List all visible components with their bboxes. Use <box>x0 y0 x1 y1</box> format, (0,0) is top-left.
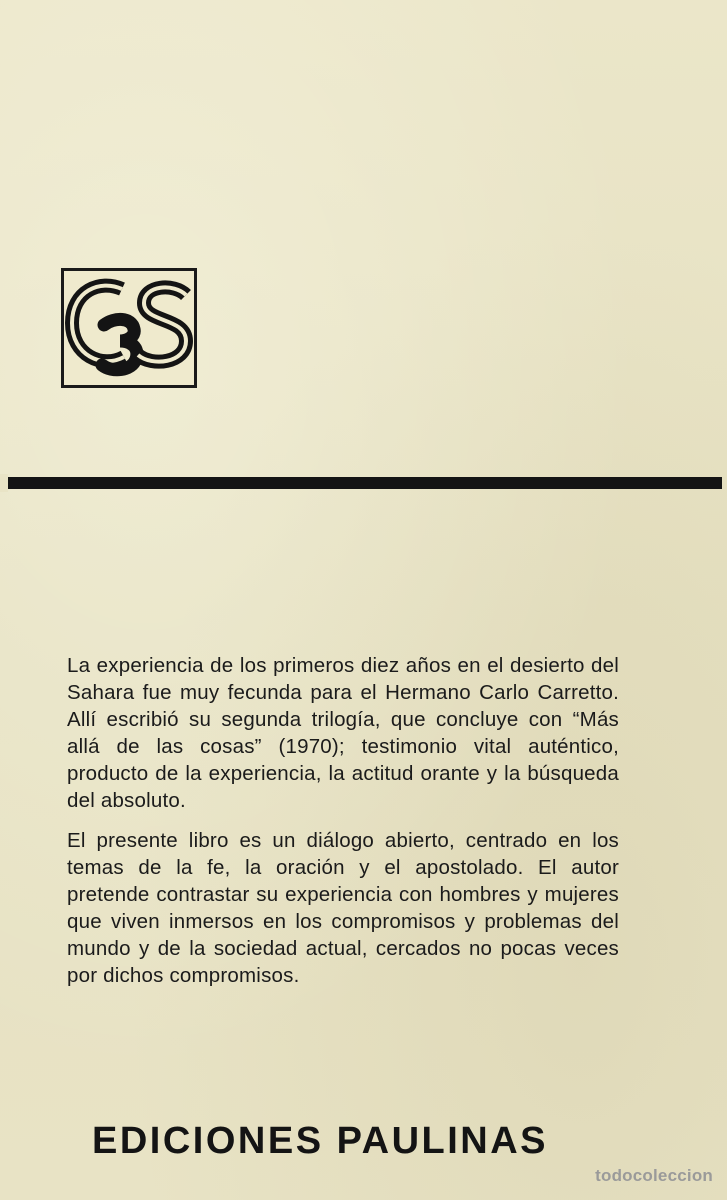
c3s-logo <box>61 268 197 388</box>
description-paragraph: El presente libro es un diálogo abierto, centrado en los temas de la fe, la oración y el apostolado. El autor pretende contrastar su experiencia con hombres y mujeres que viven inmersos en los compromisos y problemas del mundo y de la sociedad actual, cercados no pocas veces por dichos compromisos. <box>67 829 619 987</box>
description-paragraph: La experiencia de los primeros diez años en el desierto del Sahara fue muy fecunda para el Hermano Carlo Carretto. Allí escribió su segunda trilogía, que concluye con “Más allá de las cosas” (1970); testimonio vital auténtico, producto de la experiencia, la actitud orante y la búsqueda del absoluto. <box>67 654 619 812</box>
description-text <box>67 652 619 1002</box>
publisher-name: EDICIONES PAULINAS <box>92 1120 549 1162</box>
divider-notch <box>0 474 8 492</box>
watermark-text: todocoleccion <box>595 1166 713 1185</box>
c3s-logo-mark <box>64 271 194 385</box>
horizontal-divider <box>0 477 722 489</box>
